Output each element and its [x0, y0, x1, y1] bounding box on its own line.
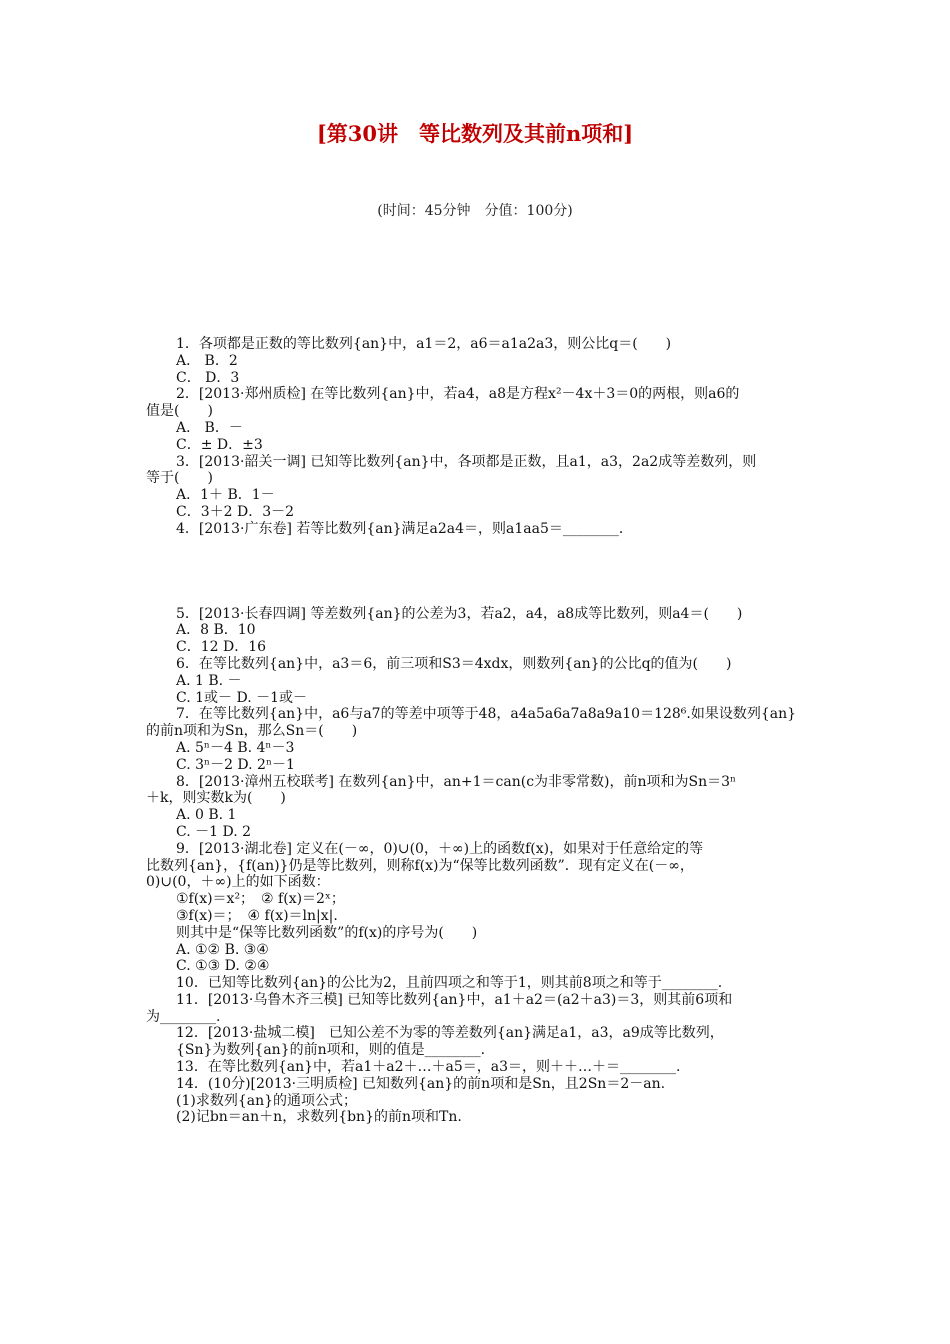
- question-7-options-cd: C. 3ⁿ－2 D. 2ⁿ－1: [176, 756, 295, 773]
- question-1-options-ab: A． B．2: [176, 352, 238, 369]
- question-4: 4．[2013·广东卷] 若等比数列{an}满足a2a4＝，则a1aa5＝________．: [176, 520, 633, 537]
- question-9-options-ab: A. ①② B. ③④: [176, 941, 269, 958]
- question-7-options-ab: A. 5ⁿ－4 B. 4ⁿ－3: [176, 739, 295, 756]
- question-12-continued: {Sn}为数列{an}的前n项和，则的值是________.: [176, 1042, 486, 1059]
- question-1: 1．各项都是正数的等比数列{an}中，a1＝2，a6＝a1a2a3，则公比q＝( ): [176, 336, 672, 352]
- spacer: [146, 538, 806, 606]
- question-11-continued: 为________.: [146, 1008, 221, 1025]
- question-13: 13．在等比数列{an}中，若a1＋a2＋…＋a5＝，a3＝，则＋＋…＋＝________.: [176, 1059, 681, 1076]
- question-14: 14．(10分)[2013·三明质检] 已知数列{an}的前n项和是Sn，且2Sn＝2－an.: [176, 1075, 666, 1092]
- question-7: 7．在等比数列{an}中，a6与a7的等差中项等于48，a4a5a6a7a8a9a10＝128⁶.如果设数列{an}: [176, 706, 797, 723]
- question-9-prompt: 则其中是“保等比数列函数”的f(x)的序号为( ): [176, 924, 478, 941]
- question-9: 9．[2013·湖北卷] 定义在(－∞，0)∪(0，＋∞)上的函数f(x)，如果对于任意给定的等: [176, 840, 704, 857]
- question-7-continued: 的前n项和为Sn，那么Sn＝( ): [146, 723, 358, 740]
- question-9-functions-34: ③f(x)＝； ④ f(x)＝ln|x|.: [176, 907, 338, 924]
- question-3-options-ab: A．1＋ B．1－: [176, 487, 275, 504]
- question-12: 12．[2013·盐城二模] 已知公差不为零的等差数列{an}满足a1，a3，a9成等比数列，: [176, 1025, 724, 1042]
- page-title: [第30讲 等比数列及其前n项和]: [316, 121, 634, 146]
- time-score-info: (时间：45分钟 分值：100分): [377, 203, 573, 219]
- question-5-options-ab: A．8 B．10: [176, 622, 256, 639]
- question-3-options-cd: C．3＋2 D．3－2: [176, 503, 295, 520]
- question-5: 5．[2013·长春四调] 等差数列{an}的公差为3，若a2，a4，a8成等比数列，则a4＝( ): [176, 605, 743, 622]
- question-2-options-ab: A． B．－: [176, 419, 243, 436]
- question-14-part-2: (2)记bn＝an＋n，求数列{bn}的前n项和Tn.: [176, 1109, 462, 1126]
- question-14-part-1: (1)求数列{an}的通项公式；: [176, 1092, 358, 1109]
- question-8: 8．[2013·漳州五校联考] 在数列{an}中，an+1＝can(c为非零常数)，前n项和为Sn＝3ⁿ: [176, 773, 737, 790]
- problem-list: [146, 336, 806, 1126]
- question-8-continued: ＋k，则实数k为( ): [146, 790, 286, 807]
- question-1-options-cd: C． D．3: [176, 369, 240, 386]
- question-8-options-ab: A. 0 B. 1: [176, 807, 237, 824]
- question-9-options-cd: C. ①③ D. ②④: [176, 958, 270, 975]
- question-11: 11．[2013·乌鲁木齐三模] 已知等比数列{an}中，a1＋a2＝(a2＋a3)＝3，则其前6项和: [176, 991, 733, 1008]
- question-9-functions-12: ①f(x)＝x²； ② f(x)＝2ˣ；: [176, 891, 345, 908]
- question-6-options-ab: A. 1 B. －: [176, 672, 242, 689]
- question-5-options-cd: C．12 D．16: [176, 639, 267, 656]
- question-3-continued: 等于( ): [146, 470, 213, 487]
- question-2: 2．[2013·郑州质检] 在等比数列{an}中，若a4，a8是方程x²－4x＋3＝0的两根，则a6的: [176, 386, 740, 403]
- question-3: 3．[2013·韶关一调] 已知等比数列{an}中，各项都是正数，且a1，a3，2a2成等差数列，则: [176, 453, 757, 470]
- question-6: 6．在等比数列{an}中，a3＝6，前三项和S3＝4xdx，则数列{an}的公比q的值为( ): [176, 655, 732, 672]
- question-9-continued-1: 比数列{an}，{f(an)}仍是等比数列，则称f(x)为“保等比数列函数”．现有定义在(－∞，: [146, 857, 694, 874]
- question-8-options-cd: C. －1 D. 2: [176, 823, 252, 840]
- question-2-options-cd: C．± D．±3: [176, 436, 263, 453]
- question-2-continued: 值是( ): [146, 403, 213, 420]
- question-10: 10．已知等比数列{an}的公比为2，且前四项之和等于1，则其前8项之和等于________.: [176, 975, 723, 992]
- question-9-continued-2: 0)∪(0，＋∞)上的如下函数：: [146, 874, 330, 891]
- question-6-options-cd: C. 1或－ D. －1或－: [176, 689, 308, 706]
